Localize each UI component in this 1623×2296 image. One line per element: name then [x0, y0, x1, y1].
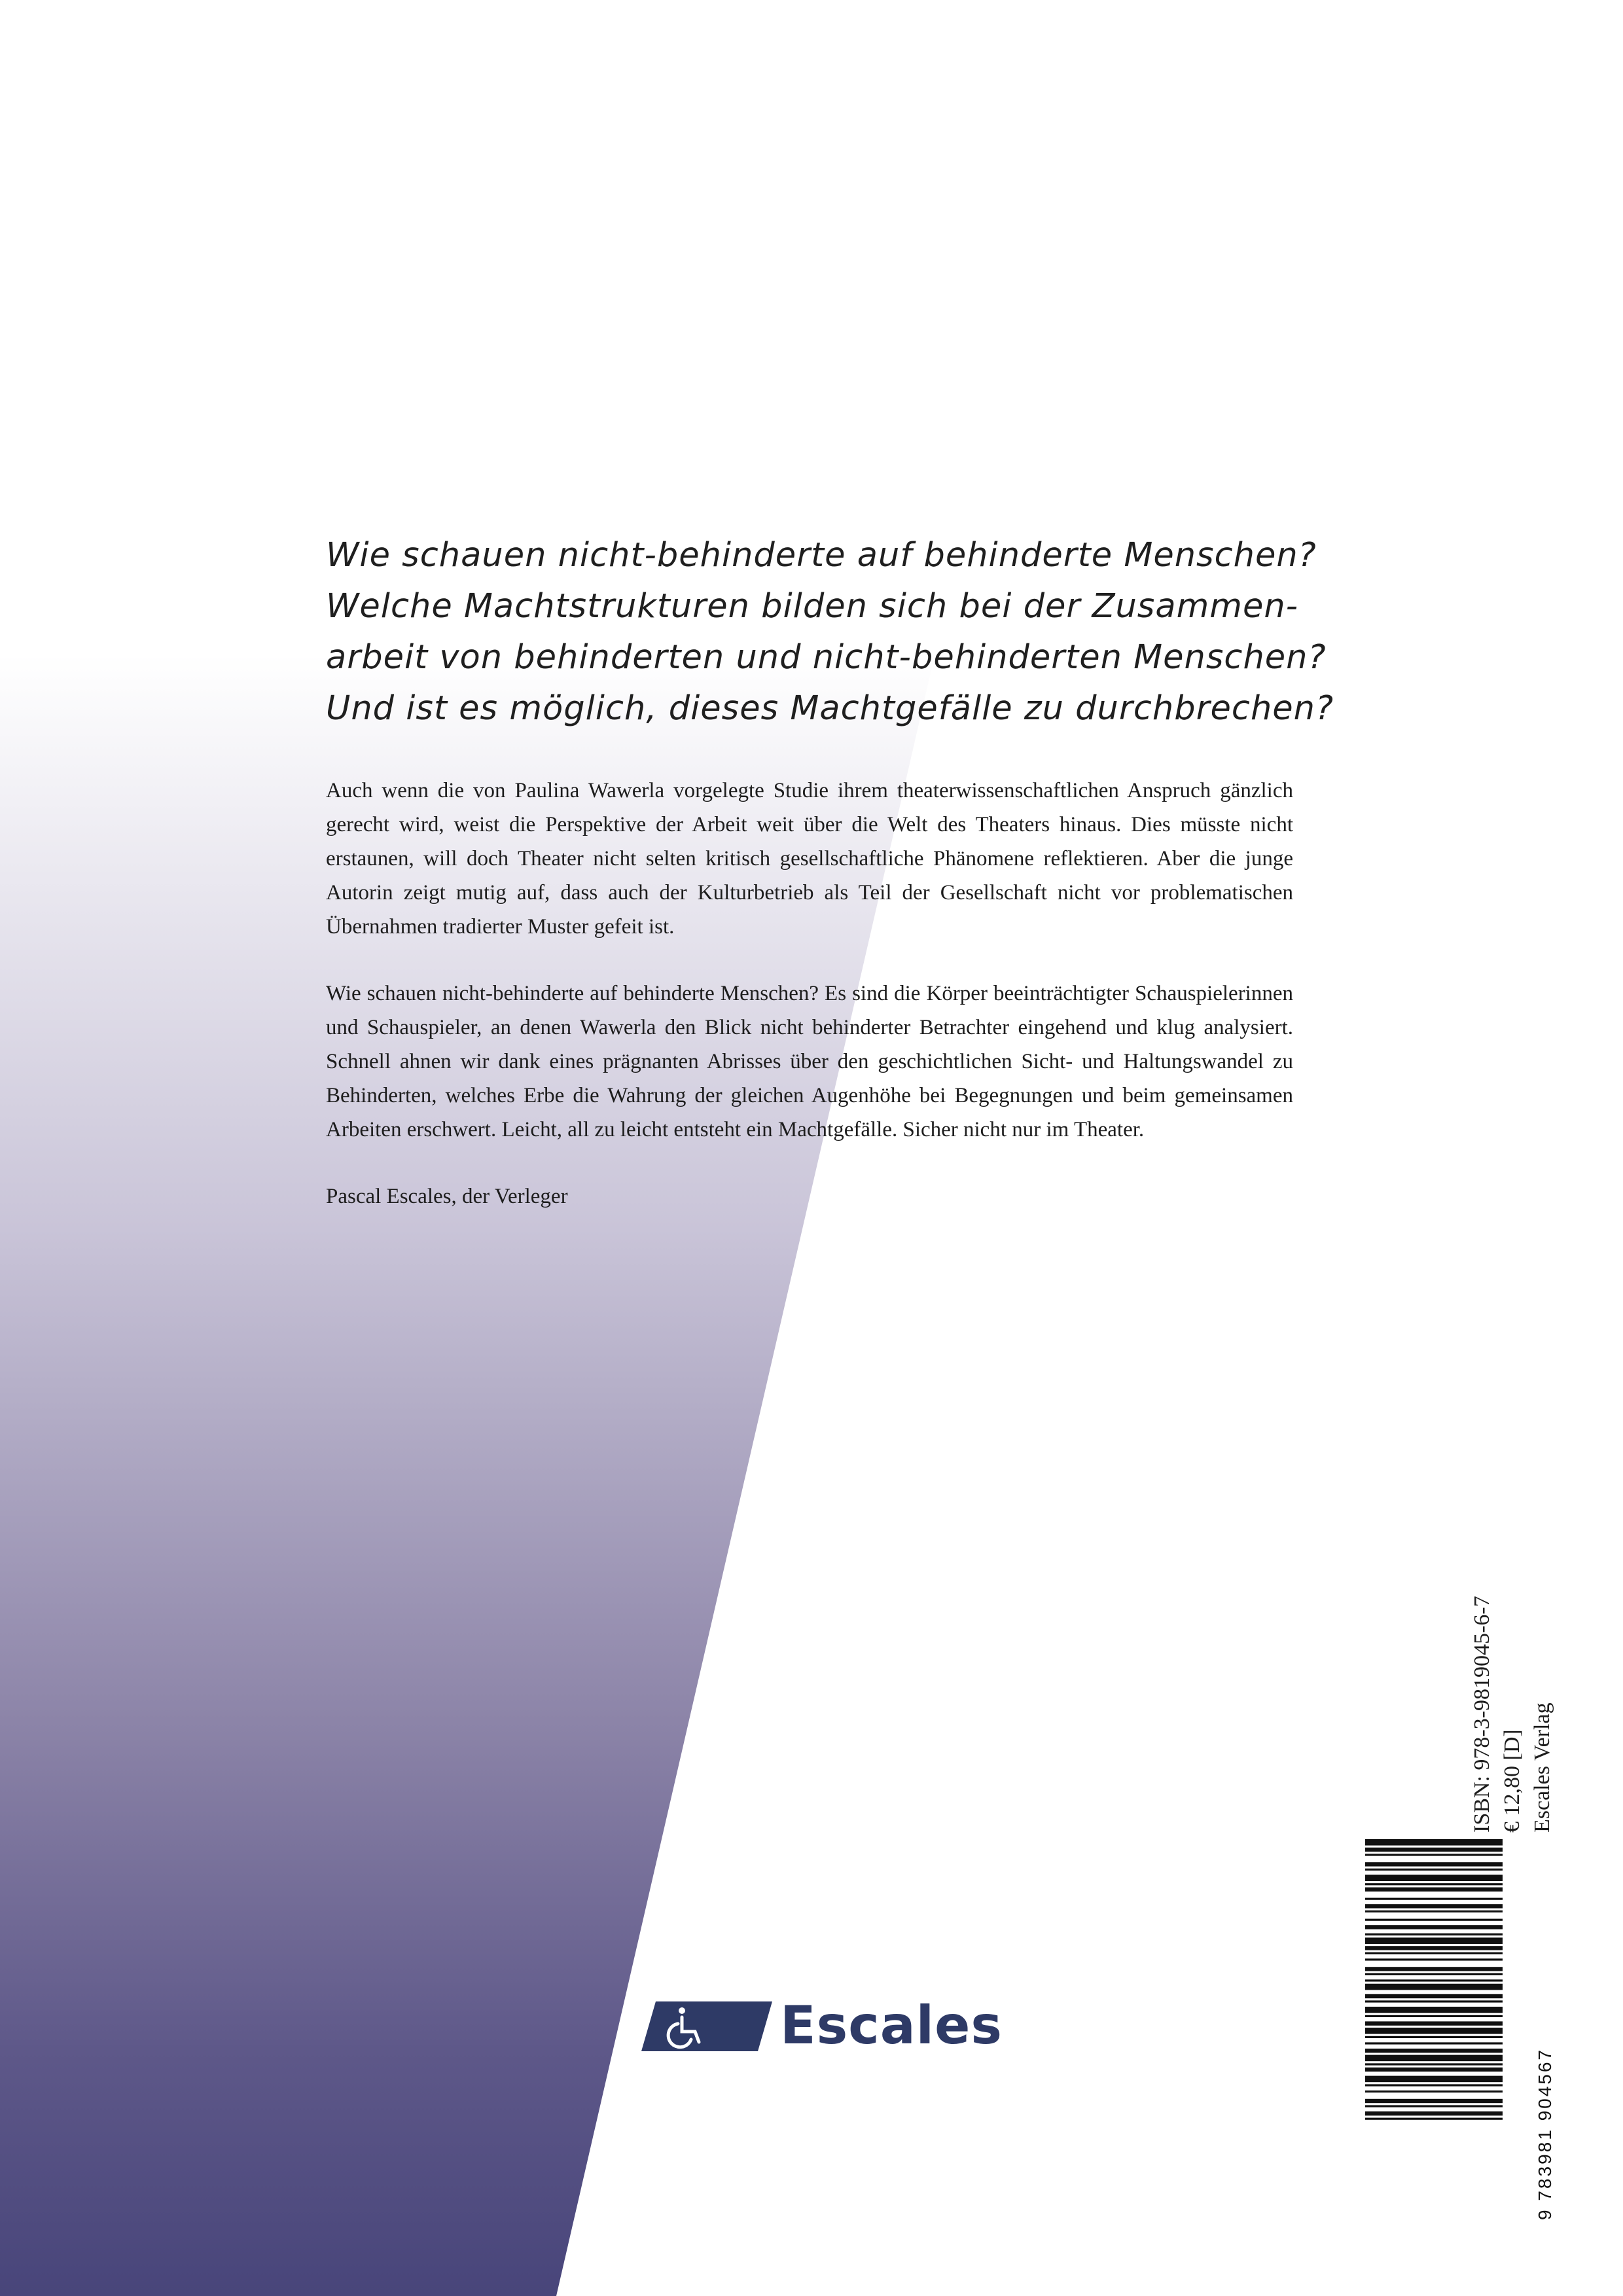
- barcode-bar: [1365, 1984, 1503, 1990]
- barcode-bar: [1365, 2042, 1503, 2044]
- question-line: Welche Machtstrukturen bilden sich bei der Zusammen-: [326, 587, 1299, 626]
- publisher-name: Escales Verlag: [1530, 1702, 1554, 1833]
- wheelchair-icon: [641, 2001, 772, 2051]
- blurb-paragraph: Wie schauen nicht-behinderte auf behinderte Menschen? Es sind die Körper beeinträchtigter Schauspielerinnen und Schauspieler, an denen Wawerla den Blick nicht behinderter Betrachter eingehend und klug analysiert. Schnell ahnen wir dank eines prägnanten Abrisses über den geschichtlichen Sicht- und Haltungswandel zu Behinderten, welches Erbe die Wahrung der gleichen Augenhöhe bei Begegnungen und beim gemeinsamen Arbeiten erschwert. Leicht, all zu leicht entsteht ein Machtgefälle. Sicher nicht nur im Theater.: [326, 982, 1293, 1141]
- barcode-bar: [1365, 2111, 1503, 2115]
- cover-text-area: [326, 530, 1334, 1213]
- barcode-bar: [1365, 1888, 1503, 1892]
- barcode-bar: [1365, 2084, 1503, 2086]
- barcode-bar: [1365, 1973, 1503, 1975]
- barcode-bar: [1365, 1854, 1503, 1856]
- barcode-bar: [1365, 1883, 1503, 1885]
- barcode-bar: [1365, 2063, 1503, 2065]
- barcode-bar: [1365, 1919, 1503, 1921]
- barcode-bar: [1365, 1937, 1503, 1944]
- barcode-bar: [1365, 1933, 1503, 1935]
- barcode: [1365, 1839, 1503, 2193]
- barcode-bar: [1365, 2105, 1503, 2107]
- barcode-bar: [1365, 1874, 1503, 1881]
- question-line: Wie schauen nicht-behinderte auf behinderte Menschen?: [326, 536, 1317, 575]
- barcode-bar: [1365, 1958, 1503, 1960]
- barcode-bar: [1365, 1910, 1503, 1912]
- barcode-bar: [1365, 1967, 1503, 1971]
- barcode-bar: [1365, 1925, 1503, 1929]
- barcode-bar: [1365, 2021, 1503, 2025]
- barcode-bar: [1365, 1979, 1503, 1981]
- barcode-bar: [1365, 2049, 1503, 2053]
- barcode-bar: [1365, 2036, 1503, 2038]
- publisher-logo-text: Escales: [780, 1995, 1003, 2056]
- lead-questions: [326, 530, 1334, 734]
- barcode-digits: 9 783981 904567: [1535, 2048, 1555, 2220]
- barcode-bar: [1365, 2000, 1503, 2002]
- barcode-bar: [1365, 1862, 1503, 1866]
- barcode-bar: [1365, 2007, 1503, 2013]
- barcode-bar: [1365, 2028, 1503, 2034]
- barcode-bar: [1365, 1839, 1503, 1846]
- barcode-bar: [1365, 2090, 1503, 2092]
- barcode-bar: [1365, 2076, 1503, 2083]
- isbn-block: [1467, 1596, 1558, 1833]
- blurb-paragraph: Auch wenn die von Paulina Wawerla vorgelegte Studie ihrem theaterwissenschaftlichen Anspruch gänzlich gerecht wird, weist die Perspektive der Arbeit weit über die Welt des Theaters hinaus. Dies müsste nicht erstaunen, will doch Theater nicht selten kritisch gesellschaftliche Phänomene reflektieren. Aber die junge Autorin zeigt mutig auf, dass auch der Kulturbetrieb als Teil der Gesellschaft nicht vor problematischen Übernahmen tradierter Muster gefeit ist.: [326, 779, 1293, 939]
- price: € 12,80 [D]: [1500, 1729, 1524, 1833]
- publisher-logo: [641, 1995, 1003, 2056]
- isbn-number: ISBN: 978-3-9819045-6-7: [1470, 1596, 1494, 1833]
- barcode-bar: [1365, 1869, 1503, 1871]
- barcode-bar: [1365, 2015, 1503, 2017]
- barcode-bar: [1365, 2068, 1503, 2072]
- barcode-bar: [1365, 1952, 1503, 1954]
- barcode-bar: [1365, 1946, 1503, 1950]
- barcode-bar: [1365, 1904, 1503, 1908]
- barcode-bar: [1365, 2118, 1503, 2120]
- barcode-bar: [1365, 1994, 1503, 1998]
- signature: Pascal Escales, der Verleger: [326, 1185, 568, 1208]
- question-line: arbeit von behinderten und nicht-behinderten Menschen?: [326, 638, 1327, 677]
- barcode-bar: [1365, 1898, 1503, 1900]
- question-line: Und ist es möglich, dieses Machtgefälle zu durchbrechen?: [326, 689, 1334, 728]
- barcode-bar: [1365, 1848, 1503, 1852]
- barcode-bar: [1365, 2099, 1503, 2103]
- barcode-bar: [1365, 2055, 1503, 2062]
